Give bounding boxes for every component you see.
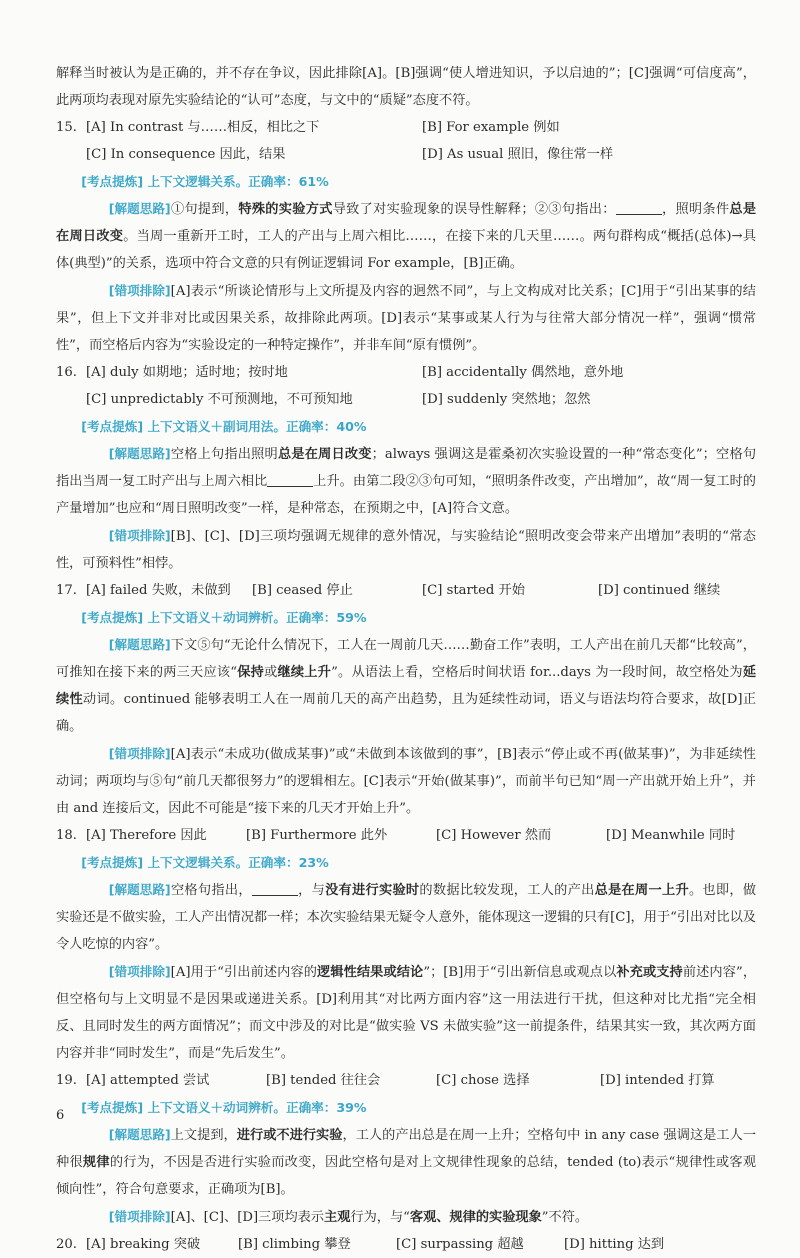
blank-line <box>616 200 662 215</box>
analysis-paragraph: [解题思路]上文提到，进行或不进行实验，工人的产出总是在周一上升；空格句中 in any case 强调这是工人一种很规律的行为，不因是否进行实验而改变，因此空格句是对上文规律性现象的总结，tended (to)表示“规律性或客观倾向性”，符合句意要求，正确项为[B]。 <box>56 1121 756 1203</box>
key-point: [考点提炼] 上下文逻辑关系。正确率：23% <box>81 855 329 870</box>
option-c: [C] unpredictably 不可预测地，不可预知地 <box>86 392 353 407</box>
option-b: [B] tended 往往会 <box>266 1073 381 1088</box>
option-b: [B] ceased 停止 <box>252 583 353 598</box>
key-point: [考点提炼] 上下文语义＋副词用法。正确率：40% <box>81 419 367 434</box>
question-15 <box>56 114 756 168</box>
option-b: [B] climbing 攀登 <box>238 1237 351 1252</box>
question-number: 18. <box>56 828 77 843</box>
option-a: [A] In contrast 与……相反，相比之下 <box>86 120 320 135</box>
key-point: [考点提炼] 上下文语义＋动词辨析。正确率：39% <box>81 1100 367 1115</box>
question-number: 17. <box>56 583 77 598</box>
options <box>86 822 756 849</box>
option-d: [D] continued 继续 <box>598 583 721 598</box>
analysis-paragraph: [解题思路]下文⑤句“无论什么情况下，工人在一周前几天……勤奋工作”表明，工人产出在前几天都“比较高”，可推知在接下来的两三天应该“保持或继续上升”。从语法上看，空格后时间状语 for...days 为一段时间，故空格处为延续性动词。continued 能够表明工人在一周前几天的高产出趋势，且为延续性动词，语义与语法均符合要求，故[D]正确。 <box>56 631 756 740</box>
key-point: [考点提炼] 上下文逻辑关系。正确率：61% <box>81 174 329 189</box>
question-18 <box>56 822 756 849</box>
error-paragraph: [错项排除][A]表示“所谈论情形与上文所提及内容的迥然不同”，与上文构成对比关系；[C]用于“引出某事的结果”，但上下文并非对比或因果关系，故排除此两项。[D]表示“某事或某人行为与往常大部分情况一样”，强调“惯常性”，而空格后内容为“实验设定的一种特定操作”，并非车间“原有惯例”。 <box>56 277 756 359</box>
option-a: [A] breaking 突破 <box>86 1237 201 1252</box>
option-a: [A] duly 如期地；适时地；按时地 <box>86 365 288 380</box>
question-19 <box>56 1067 756 1094</box>
options <box>86 577 756 604</box>
error-paragraph: [错项排除][A]、[C]、[D]三项均表示主观行为，与“客观、规律的实验现象”不符。 <box>56 1203 756 1231</box>
error-tag: [错项排除] <box>108 1209 171 1224</box>
analysis-tag: [解题思路] <box>108 882 171 897</box>
option-d: [D] suddenly 突然地；忽然 <box>422 392 591 407</box>
option-c: [C] surpassing 超越 <box>396 1237 524 1252</box>
options <box>86 1231 756 1258</box>
analysis-tag: [解题思路] <box>108 637 171 652</box>
option-a: [A] attempted 尝试 <box>86 1073 210 1088</box>
error-paragraph: [错项排除][B]、[C]、[D]三项均强调无规律的意外情况，与实验结论“照明改变会带来产出增加”表明的“常态性，可预料性”相悖。 <box>56 522 756 577</box>
analysis-tag: [解题思路] <box>108 1127 171 1142</box>
analysis-paragraph: [解题思路]空格句指出， ，与没有进行实验时的数据比较发现，工人的产出总是在周一上升。也即，做实验还是不做实验，工人产出情况都一样；本次实验结果无疑令人意外，能体现这一逻辑的只有[C]，用于“引出对比以及令人吃惊的内容”。 <box>56 876 756 958</box>
error-paragraph: [错项排除][A]表示“未成功(做成某事)”或“未做到本该做到的事”，[B]表示“停止或不再(做某事)”，为非延续性动词；两项均与⑤句“前几天都很努力”的逻辑相左。[C]表示“开始(做某事)”，而前半句已知“周一产出就开始上升”，并由 and 连接后文，因此不可能是“接下来的几天才开始上升”。 <box>56 740 756 822</box>
option-d: [D] intended 打算 <box>600 1073 715 1088</box>
analysis-paragraph: [解题思路]空格上句指出照明总是在周日改变；always 强调这是霍桑初次实验设置的一种“常态变化”；空格句指出当周一复工时产出与上周六相比 上升。由第二段②③句可知，“照明条件改变，产出增加”，故“周一复工时的产量增加”也应和“周日照明改变”一样，是种常态，在预期之中，[A]符合文意。 <box>56 440 756 522</box>
option-c: [C] started 开始 <box>422 583 525 598</box>
question-17 <box>56 577 756 604</box>
question-16 <box>56 359 756 413</box>
page-number: 6 <box>56 1108 65 1123</box>
blank-line <box>252 881 298 896</box>
error-tag: [错项排除] <box>108 746 171 761</box>
option-b: [B] Furthermore 此外 <box>246 828 388 843</box>
page-content <box>56 60 756 1258</box>
analysis-paragraph: [解题思路]①句提到，特殊的实验方式导致了对实验现象的误导性解释；②③句指出： ，照明条件总是在周日改变。当周一重新开工时，工人的产出与上周六相比……，在接下来的几天里……。两句群构成“概括(总体)→具体(典型)”的关系，选项中符合文意的只有例证逻辑词 For example，[B]正确。 <box>56 195 756 277</box>
question-number: 19. <box>56 1073 77 1088</box>
option-d: [D] As usual 照旧，像往常一样 <box>422 147 614 162</box>
option-b: [B] For example 例如 <box>422 120 560 135</box>
key-point: [考点提炼] 上下文语义＋动词辨析。正确率：59% <box>81 610 367 625</box>
option-c: [C] In consequence 因此，结果 <box>86 147 286 162</box>
option-a: [A] Therefore 因此 <box>86 828 207 843</box>
options <box>86 1067 756 1094</box>
option-c: [C] However 然而 <box>436 828 552 843</box>
blank-line <box>267 472 313 487</box>
option-b: [B] accidentally 偶然地，意外地 <box>422 365 624 380</box>
intro-paragraph: 解释当时被认为是正确的，并不存在争议，因此排除[A]。[B]强调“使人增进知识，予以启迪的”；[C]强调“可信度高”，此两项均表现对原先实验结论的“认可”态度，与文中的“质疑”态度不符。 <box>56 66 756 108</box>
option-a: [A] failed 失败，未做到 <box>86 583 231 598</box>
question-20 <box>56 1231 756 1258</box>
error-tag: [错项排除] <box>108 528 171 543</box>
error-paragraph: [错项排除][A]用于“引出前述内容的逻辑性结果或结论”；[B]用于“引出新信息或观点以补充或支持前述内容”，但空格句与上文明显不是因果或递进关系。[D]利用其“对比两方面内容”这一用法进行干扰，但这种对比尤指“完全相反、且同时发生的两方面情况”；而文中涉及的对比是“做实验 VS 未做实验”这一前提条件，结果其实一致，其次两方面内容并非“同时发生”，而是“先后发生”。 <box>56 958 756 1067</box>
analysis-tag: [解题思路] <box>108 201 171 216</box>
options <box>86 114 756 168</box>
options <box>86 359 756 413</box>
question-number: 20. <box>56 1237 77 1252</box>
question-number: 16. <box>56 365 77 380</box>
question-number: 15. <box>56 120 77 135</box>
analysis-tag: [解题思路] <box>108 446 171 461</box>
error-tag: [错项排除] <box>108 283 171 298</box>
option-d: [D] hitting 达到 <box>564 1237 665 1252</box>
error-tag: [错项排除] <box>108 964 171 979</box>
option-d: [D] Meanwhile 同时 <box>606 828 736 843</box>
option-c: [C] chose 选择 <box>436 1073 530 1088</box>
